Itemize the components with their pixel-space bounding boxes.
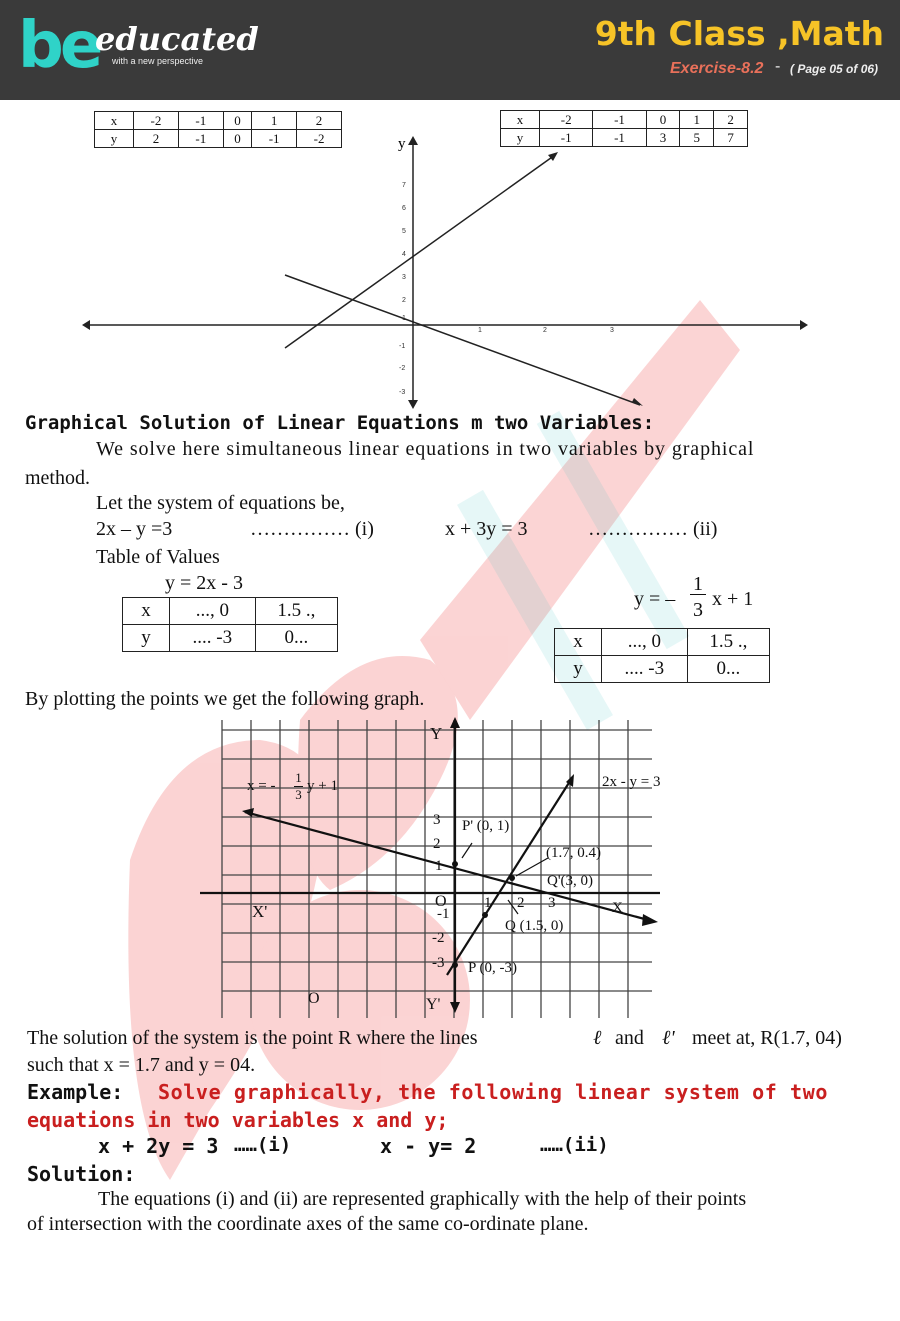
x-tick: 3 xyxy=(610,327,614,334)
equation-1: 2x – y =3 xyxy=(96,518,173,540)
table-cell: -1 xyxy=(593,129,646,147)
equation-2-frac-num: 1 xyxy=(690,574,706,595)
example-text-line1: Solve graphically, the following linear system of two xyxy=(158,1080,828,1104)
arrow-down xyxy=(408,400,418,409)
graph2-y-neg-label: Y' xyxy=(426,996,441,1013)
table-cell: .... -3 xyxy=(602,656,688,683)
table-cell: 2 xyxy=(714,111,748,129)
table-cell: 1 xyxy=(252,112,297,130)
class-title: 9th Class ,Math xyxy=(594,14,884,53)
solution-text-line1-a: The solution of the system is the point R where the lines xyxy=(27,1027,478,1049)
header-dash: - xyxy=(775,58,781,75)
line1-label-prefix: x = - xyxy=(247,778,276,794)
solution-label: Solution: xyxy=(27,1162,136,1186)
line-l xyxy=(245,812,652,921)
line1-frac-den: 3 xyxy=(295,787,302,802)
table-cell: -1 xyxy=(178,130,223,148)
table-cell: .... -3 xyxy=(170,625,256,652)
table-cell: -1 xyxy=(252,130,297,148)
point-r xyxy=(509,875,515,881)
point-p xyxy=(452,962,458,968)
y-tick: -1 xyxy=(399,343,406,350)
y-tick: -2 xyxy=(399,365,406,372)
table-cell: -1 xyxy=(540,129,593,147)
section-heading: Graphical Solution of Linear Equations m two Variables: xyxy=(25,412,655,434)
arrow-y2 xyxy=(450,717,460,728)
solution-text-line2: such that x = 1.7 and y = 04. xyxy=(27,1054,256,1076)
table-cell: -2 xyxy=(297,130,342,148)
line-lower xyxy=(285,275,640,405)
table-cell: 2 xyxy=(134,130,179,148)
y-tick: -3 xyxy=(399,389,406,396)
equation-2-number: …………… (ii) xyxy=(588,518,718,540)
table-cell: 0 xyxy=(223,130,251,148)
point-p-prime-label: P' (0, 1) xyxy=(462,818,510,834)
arrow-up xyxy=(408,136,418,145)
solution-line-2: of intersection with the coordinate axes of the same co-ordinate plane. xyxy=(27,1213,589,1235)
table-cell: 1 xyxy=(680,111,714,129)
y-tick: 5 xyxy=(402,228,406,235)
y-tick-neg3: -3 xyxy=(432,955,445,971)
pointer-p-prime xyxy=(462,843,472,858)
graph2-origin-label-2: O xyxy=(308,990,320,1007)
example-eq1: x + 2y = 3 xyxy=(98,1134,219,1158)
graph-2 xyxy=(0,700,900,1030)
graph-1 xyxy=(0,100,900,410)
arrow-ydown2 xyxy=(450,1002,460,1013)
graph2-x-neg-label: X' xyxy=(252,902,268,921)
equation-1-number: …………… (i) xyxy=(250,518,374,540)
plotting-text: By plotting the points we get the following graph. xyxy=(25,688,425,710)
table-cell: 3 xyxy=(646,129,680,147)
y-tick-2: 2 xyxy=(433,836,441,852)
y-tick: 1 xyxy=(402,315,406,322)
line2-label: 2x - y = 3 xyxy=(602,774,661,790)
table-cell: 0... xyxy=(255,625,337,652)
table-cell: 0... xyxy=(687,656,769,683)
line1-frac-num: 1 xyxy=(295,770,302,785)
arrow-line-l xyxy=(642,914,658,926)
table-cell: ..., 0 xyxy=(170,598,256,625)
example-eq1-number: ……(i) xyxy=(234,1134,292,1156)
example-label: Example: xyxy=(27,1080,124,1104)
y-tick: 6 xyxy=(402,205,406,212)
y-tick-1: 1 xyxy=(435,858,443,874)
equation-2: x + 3y = 3 xyxy=(445,518,528,540)
symbol-l: ℓ xyxy=(593,1027,602,1049)
table-cell: -2 xyxy=(134,112,179,130)
graph1-y-label: y xyxy=(398,136,406,152)
y-tick-neg1: -1 xyxy=(437,906,450,922)
point-p-prime xyxy=(452,861,458,867)
equation-2-frac-den: 3 xyxy=(693,599,703,621)
example-text-line2: equations in two variables x and y; xyxy=(27,1108,449,1132)
intro-line-2: method. xyxy=(25,467,90,489)
graph2-x-label: X xyxy=(612,900,623,916)
table-cell: 2 xyxy=(297,112,342,130)
arrow-left xyxy=(82,320,90,330)
point-p-label: P (0, -3) xyxy=(468,960,518,976)
table-cell: x xyxy=(555,629,602,656)
table-cell: y xyxy=(123,625,170,652)
table-cell: x xyxy=(123,598,170,625)
y-tick: 2 xyxy=(402,297,406,304)
solution-text-line1-b: meet at, R(1.7, 04) xyxy=(692,1027,842,1049)
y-tick-neg2: -2 xyxy=(432,930,445,946)
logo-be: be xyxy=(18,9,100,83)
point-q-label: Q (1.5, 0) xyxy=(505,918,564,934)
solution-line-1: The equations (i) and (ii) are represented graphically with the help of their points xyxy=(98,1188,747,1210)
table-cell: y xyxy=(95,130,134,148)
table-cell: 1.5 ., xyxy=(687,629,769,656)
table-of-values-label: Table of Values xyxy=(96,546,220,568)
logo-tagline: with a new perspective xyxy=(112,56,204,66)
y-tick: 4 xyxy=(402,251,406,258)
table-cell: 7 xyxy=(714,129,748,147)
x-tick: 1 xyxy=(478,327,482,334)
page-indicator: ( Page 05 of 06) xyxy=(790,62,879,76)
point-r-label: (1.7, 0.4) xyxy=(546,845,601,861)
table-cell: 1.5 ., xyxy=(255,598,337,625)
table-cell: -1 xyxy=(178,112,223,130)
equation-2-solved-prefix: y = – xyxy=(634,588,676,610)
y-tick-3: 3 xyxy=(433,812,441,828)
table-cell: 0 xyxy=(223,112,251,130)
intro-line-1: We solve here simultaneous linear equations in two variables by graphical xyxy=(96,438,755,460)
table-cell: y xyxy=(501,129,540,147)
symbol-l-prime: ℓ' xyxy=(662,1027,675,1049)
values-table-3 xyxy=(122,597,338,652)
table-cell: -1 xyxy=(593,111,646,129)
table-cell: 0 xyxy=(646,111,680,129)
page-header xyxy=(0,0,900,100)
table-cell: x xyxy=(501,111,540,129)
x-tick-3: 3 xyxy=(548,895,556,911)
table-cell: -2 xyxy=(540,111,593,129)
graph2-origin-label: O xyxy=(435,893,447,910)
point-q-prime-label: Q'(3, 0) xyxy=(547,873,594,889)
exercise-label: Exercise-8.2 xyxy=(670,60,764,77)
y-tick: 3 xyxy=(402,274,406,281)
example-eq2: x - y= 2 xyxy=(380,1134,477,1158)
point-q xyxy=(482,912,488,918)
x-tick: 2 xyxy=(543,327,547,334)
arrow-line-l-start xyxy=(242,808,254,817)
table-cell: x xyxy=(95,112,134,130)
let-text: Let the system of equations be, xyxy=(96,492,345,514)
x-tick-2: 2 xyxy=(517,895,525,911)
values-table-4 xyxy=(554,628,770,683)
table-cell: 5 xyxy=(680,129,714,147)
x-tick-1: 1 xyxy=(484,895,492,911)
table-cell: ..., 0 xyxy=(602,629,688,656)
y-tick: 7 xyxy=(402,182,406,189)
arrow-right xyxy=(800,320,808,330)
line1-label-suffix: y + 1 xyxy=(307,778,338,794)
solution-and: and xyxy=(615,1027,644,1049)
equation-1-solved: y = 2x - 3 xyxy=(165,572,243,594)
line-upper xyxy=(285,155,555,348)
logo-educated: educated xyxy=(95,20,259,58)
table-cell: y xyxy=(555,656,602,683)
equation-2-solved-suffix: x + 1 xyxy=(712,588,754,610)
graph2-y-label: Y xyxy=(430,724,443,743)
example-eq2-number: ……(ii) xyxy=(540,1134,609,1156)
